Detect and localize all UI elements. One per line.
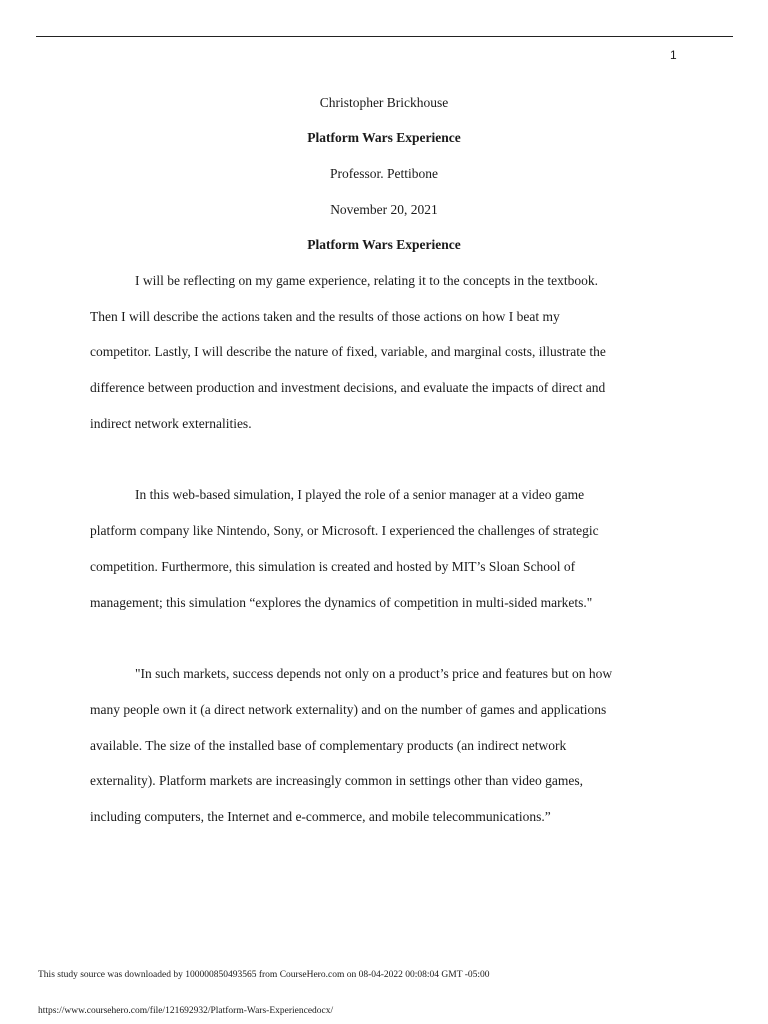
paragraph-2-line: management; this simulation “explores the dynamics of competition in multi-sided markets." [90, 595, 593, 610]
paragraph-2-line: In this web-based simulation, I played the role of a senior manager at a video game [135, 487, 585, 502]
paragraph-2-line: platform company like Nintendo, Sony, or Microsoft. I experienced the challenges of strategic [90, 523, 599, 538]
source-note: This study source was downloaded by 100000850493565 from CourseHero.com on 08-04-2022 00:08:04 GMT -05:00 [38, 970, 490, 980]
paragraph-1-line: I will be reflecting on my game experience, relating it to the concepts in the textbook. [135, 273, 598, 288]
header-rule [36, 36, 733, 37]
author-name: Christopher Brickhouse [319, 95, 449, 110]
paragraph-2-line: competition. Furthermore, this simulation is created and hosted by MIT’s Sloan School of [90, 559, 576, 574]
paragraph-1-line: difference between production and investment decisions, and evaluate the impacts of direct and [90, 380, 606, 395]
paragraph-3-line: many people own it (a direct network externality) and on the number of games and applications [90, 702, 607, 717]
professor-name: Professor. Pettibone [330, 166, 438, 181]
document-title: Platform Wars Experience [307, 130, 461, 145]
page-number: 1 [670, 48, 677, 62]
document-date: November 20, 2021 [330, 202, 438, 217]
source-url[interactable]: https://www.coursehero.com/file/121692932/Platform-Wars-Experiencedocx/ [38, 1006, 334, 1016]
section-heading: Platform Wars Experience [307, 237, 461, 252]
paragraph-1-line: competitor. Lastly, I will describe the nature of fixed, variable, and marginal costs, illustrate the [90, 344, 606, 359]
paragraph-3-line: "In such markets, success depends not only on a product’s price and features but on how [135, 666, 613, 681]
paragraph-3-line: externality). Platform markets are increasingly common in settings other than video games, [90, 773, 583, 788]
paragraph-1-line: indirect network externalities. [90, 416, 252, 431]
paragraph-3-line: available. The size of the installed base of complementary products (an indirect network [90, 738, 567, 753]
paragraph-3-line: including computers, the Internet and e-commerce, and mobile telecommunications.” [90, 809, 551, 824]
paragraph-1-line: Then I will describe the actions taken and the results of those actions on how I beat my [90, 309, 560, 324]
